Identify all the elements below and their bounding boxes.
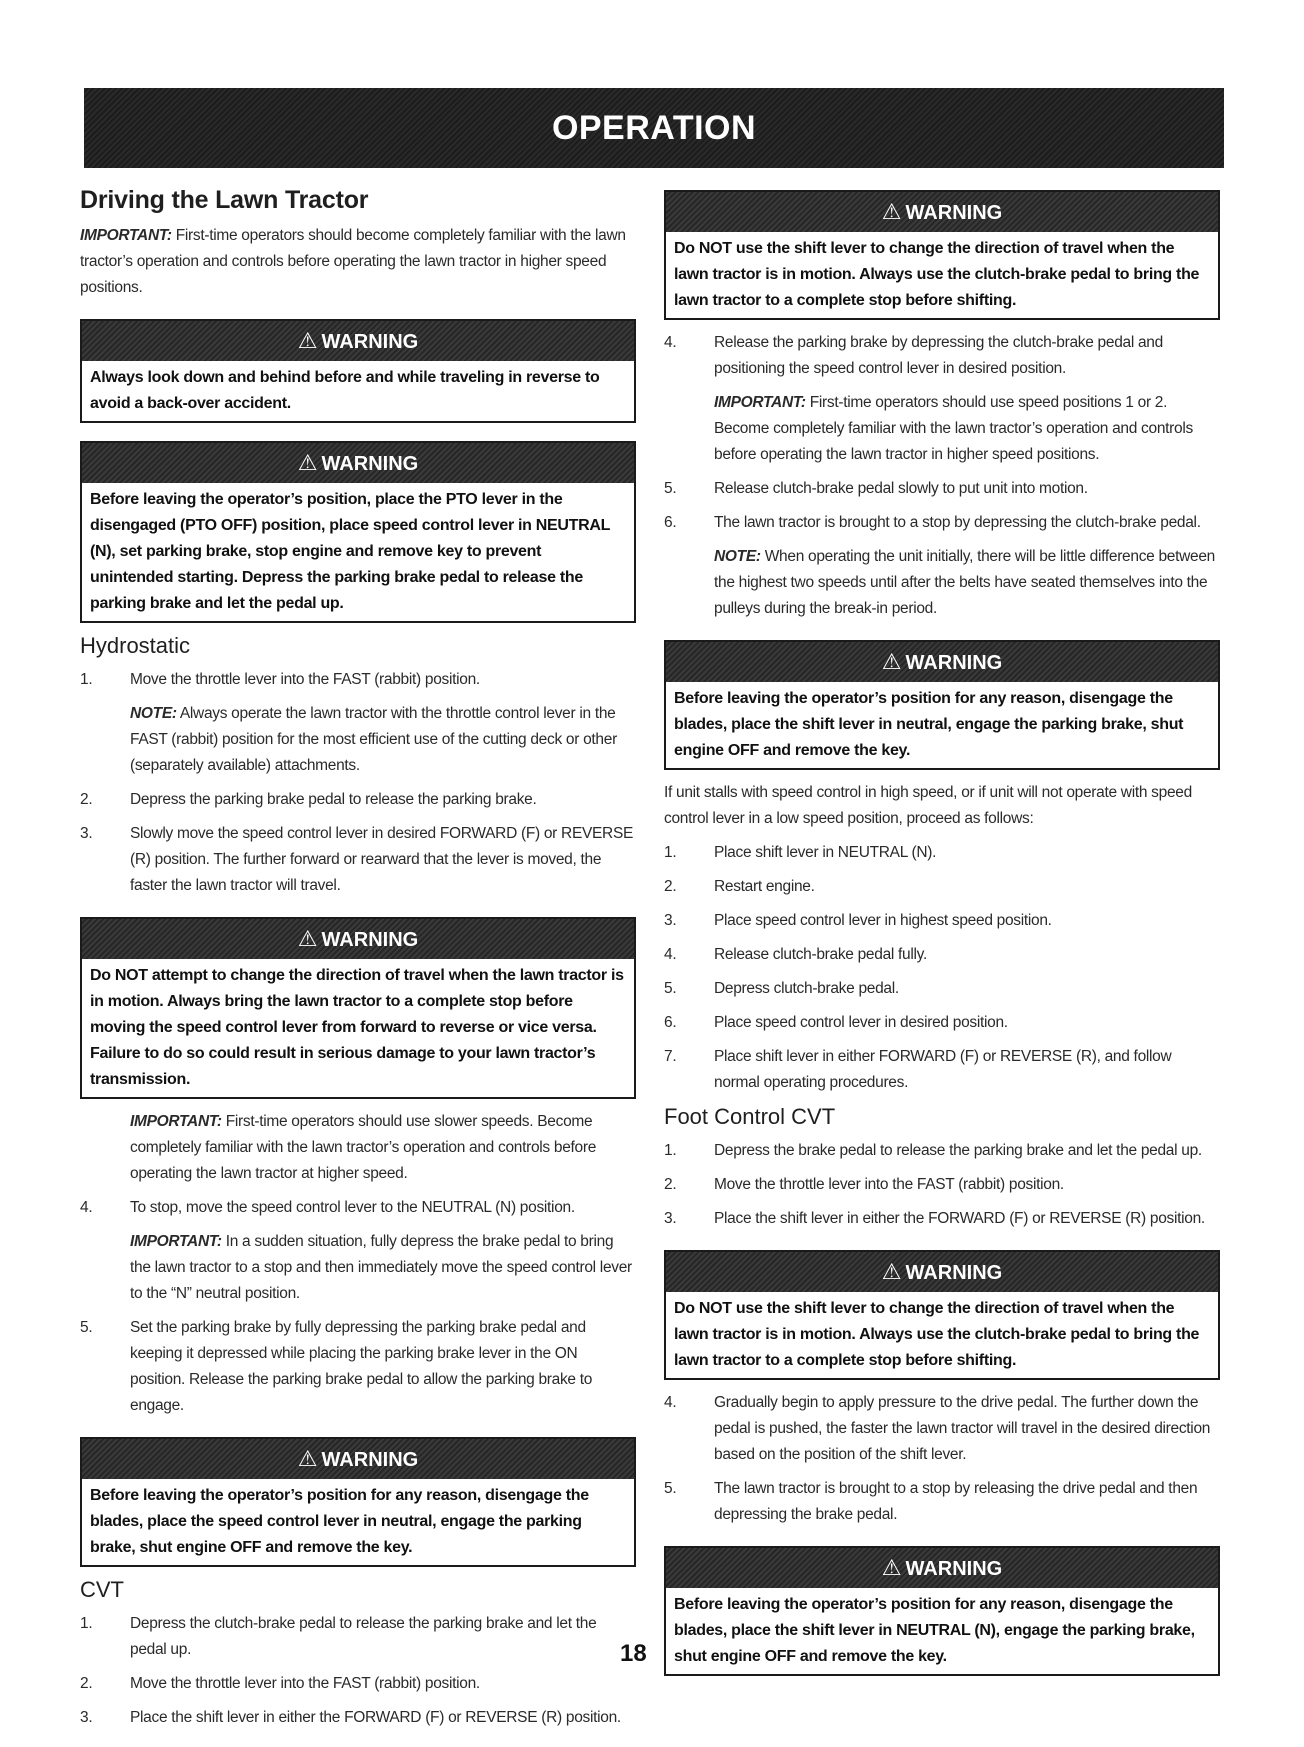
warning-header — [666, 1548, 1218, 1588]
step-number: 2. — [80, 1675, 93, 1692]
step-text: To stop, move the speed control lever to the NEUTRAL (N) position. — [130, 1199, 575, 1216]
warning-box — [80, 319, 636, 423]
step-number: 4. — [664, 946, 677, 963]
list-item — [80, 787, 636, 813]
step-number: 4. — [80, 1199, 93, 1216]
step-number: 5. — [664, 1480, 677, 1497]
step-note — [714, 544, 1220, 622]
note-label: NOTE: — [130, 705, 177, 722]
cvt-steps — [80, 1611, 636, 1731]
warning-triangle-icon: ⚠ — [881, 199, 902, 224]
list-item — [80, 1315, 636, 1419]
note-label: IMPORTANT: — [714, 394, 806, 411]
step-text: The lawn tractor is brought to a stop by releasing the drive pedal and then depressing the brake pedal. — [714, 1480, 1198, 1523]
step-note — [130, 1229, 636, 1307]
note-text: When operating the unit initially, there will be little difference between the highest two speeds until after the belts have seated themselves into the pulleys during the break-in period. — [714, 548, 1215, 617]
list-item — [664, 510, 1220, 622]
step-number: 2. — [664, 1176, 677, 1193]
step-text: Place the shift lever in either the FORWARD (F) or REVERSE (R) position. — [714, 1210, 1205, 1227]
stall-paragraph: If unit stalls with speed control in high speed, or if unit will not operate with speed control lever in a low speed position, proceed as follows: — [664, 784, 1192, 827]
step-text: Slowly move the speed control lever in desired FORWARD (F) or REVERSE (R) position. The further forward or rearward that the lever is moved, the faster the lawn tractor will travel. — [130, 825, 634, 894]
warning-header — [666, 192, 1218, 232]
subsection-title-foot-control: Foot Control CVT — [664, 1104, 836, 1129]
list-item — [664, 840, 1220, 866]
note-label: NOTE: — [714, 548, 761, 565]
note-text: In a sudden situation, fully depress the brake pedal to bring the lawn tractor to a stop and then immediately move the speed control lever to the “N” neutral position. — [130, 1233, 632, 1302]
step-text: Release the parking brake by depressing the clutch-brake pedal and positioning the speed control lever in desired position. — [714, 334, 1163, 377]
warning-text: Before leaving the operator’s position for any reason, disengage the blades, place the shift lever in neutral, engage the parking brake, shut engine OFF and remove the key. — [674, 690, 1184, 759]
step-text: Place the shift lever in either the FORWARD (F) or REVERSE (R) position. — [130, 1709, 621, 1726]
intro-text: First-time operators should become completely familiar with the lawn tractor’s operation and controls before operating the lawn tractor in higher speed positions. — [80, 227, 626, 296]
warning-triangle-icon: ⚠ — [881, 649, 902, 674]
intro-paragraph — [80, 223, 636, 301]
list-item — [664, 1044, 1220, 1096]
warning-triangle-icon: ⚠ — [297, 926, 318, 951]
step-number: 6. — [664, 1014, 677, 1031]
step-text: The lawn tractor is brought to a stop by depressing the clutch-brake pedal. — [714, 514, 1201, 531]
step-number: 3. — [80, 1709, 93, 1726]
step-text: Release clutch-brake pedal fully. — [714, 946, 927, 963]
step-number: 5. — [664, 480, 677, 497]
step-text: Move the throttle lever into the FAST (rabbit) position. — [130, 671, 480, 688]
list-item — [664, 1010, 1220, 1036]
note-text: Always operate the lawn tractor with the throttle control lever in the FAST (rabbit) position for the most efficient use of the cutting deck or other (separately available) attachments. — [130, 705, 617, 774]
warning-box — [664, 190, 1220, 320]
warning-header — [82, 1439, 634, 1479]
warning-box — [80, 917, 636, 1099]
subsection-title-cvt: CVT — [80, 1577, 124, 1602]
warning-header — [82, 919, 634, 959]
warning-label: WARNING — [321, 331, 419, 353]
step-text: Move the throttle lever into the FAST (rabbit) position. — [714, 1176, 1064, 1193]
left-column — [80, 186, 636, 1739]
warning-label: WARNING — [905, 1262, 1003, 1284]
list-item — [664, 1172, 1220, 1198]
foot-control-steps — [664, 1138, 1220, 1232]
warning-text: Do NOT use the shift lever to change the direction of travel when the lawn tractor is in motion. Always use the clutch-brake pedal to bring the lawn tractor to a complete stop before shifting. — [674, 240, 1200, 309]
list-item — [80, 1611, 636, 1663]
list-item — [664, 476, 1220, 502]
list-item — [664, 976, 1220, 1002]
step-text: Place speed control lever in highest speed position. — [714, 912, 1052, 929]
step-text: Depress the clutch-brake pedal to release the parking brake and let the pedal up. — [130, 1615, 597, 1658]
warning-box — [80, 441, 636, 623]
step-text: Depress clutch-brake pedal. — [714, 980, 899, 997]
note-label: IMPORTANT: — [130, 1233, 222, 1250]
step-number: 3. — [664, 912, 677, 929]
warning-triangle-icon: ⚠ — [881, 1555, 902, 1580]
warning-text: Always look down and behind before and while traveling in reverse to avoid a back-over accident. — [90, 369, 600, 412]
step-text: Move the throttle lever into the FAST (rabbit) position. — [130, 1675, 480, 1692]
warning-text: Before leaving the operator’s position, place the PTO lever in the disengaged (PTO OFF) position, place speed control lever in NEUTRAL (N), set parking brake, stop engine and remove key to prevent unintended starting. Depress the parking brake pedal to release the parking brake and let the pedal up. — [90, 491, 610, 612]
warning-header — [666, 1252, 1218, 1292]
warning-text: Do NOT use the shift lever to change the direction of travel when the lawn tractor is in motion. Always use the clutch-brake pedal to bring the lawn tractor to a complete stop before shifting. — [674, 1300, 1200, 1369]
step-note — [130, 701, 636, 779]
list-item — [80, 1705, 636, 1731]
list-item — [80, 1195, 636, 1307]
list-item — [664, 1390, 1220, 1468]
warning-box — [664, 1546, 1220, 1676]
list-item — [664, 1138, 1220, 1164]
step-text: Place shift lever in either FORWARD (F) or REVERSE (R), and follow normal operating procedures. — [714, 1048, 1172, 1091]
list-item — [80, 1671, 636, 1697]
stall-steps — [664, 840, 1220, 1096]
step-number: 2. — [80, 791, 93, 808]
list-item — [664, 1206, 1220, 1232]
warning-label: WARNING — [321, 929, 419, 951]
important-text: First-time operators should use slower speeds. Become completely familiar with the lawn tractor’s operation and controls before operating the lawn tractor at higher speed. — [130, 1113, 597, 1182]
warning-label: WARNING — [321, 453, 419, 475]
list-item — [664, 908, 1220, 934]
list-item — [664, 874, 1220, 900]
warning-header — [82, 443, 634, 483]
list-item — [664, 1476, 1220, 1528]
step-text: Gradually begin to apply pressure to the drive pedal. The further down the pedal is pushed, the faster the lawn tractor will travel in the desired direction based on the position of the shift lever. — [714, 1394, 1211, 1463]
section-title: Driving the Lawn Tractor — [80, 186, 369, 214]
list-item — [664, 330, 1220, 468]
step-number: 1. — [664, 844, 677, 861]
hydrostatic-steps — [80, 667, 636, 899]
warning-text: Do NOT attempt to change the direction of travel when the lawn tractor is in motion. Always bring the lawn tractor to a complete stop before moving the speed control lever from forward to reverse or vice versa. Failure to do so could result in serious damage to your lawn tractor’s transmission. — [90, 967, 624, 1088]
warning-label: WARNING — [905, 202, 1003, 224]
list-item — [664, 942, 1220, 968]
step-text: Depress the parking brake pedal to release the parking brake. — [130, 791, 537, 808]
page-number: 18 — [620, 1640, 647, 1667]
warning-header — [666, 642, 1218, 682]
warning-triangle-icon: ⚠ — [297, 1446, 318, 1471]
step-note — [714, 390, 1220, 468]
warning-label: WARNING — [905, 1558, 1003, 1580]
step-number: 4. — [664, 334, 677, 351]
step-text: Restart engine. — [714, 878, 815, 895]
warning-box — [664, 1250, 1220, 1380]
foot-control-steps-continued — [664, 1390, 1220, 1528]
warning-label: WARNING — [321, 1449, 419, 1471]
step-number: 1. — [80, 671, 93, 688]
step-number: 4. — [664, 1394, 677, 1411]
page-banner: OPERATION — [84, 88, 1224, 168]
important-paragraph — [80, 1109, 636, 1187]
hydrostatic-steps-continued — [80, 1195, 636, 1419]
list-item — [80, 667, 636, 779]
step-number: 5. — [80, 1319, 93, 1336]
warning-text: Before leaving the operator’s position for any reason, disengage the blades, place the shift lever in NEUTRAL (N), engage the parking brake, shut engine OFF and remove the key. — [674, 1596, 1195, 1665]
warning-header — [82, 321, 634, 361]
step-number: 2. — [664, 878, 677, 895]
warning-triangle-icon: ⚠ — [297, 328, 318, 353]
step-number: 1. — [664, 1142, 677, 1159]
warning-label: WARNING — [905, 652, 1003, 674]
step-text: Place shift lever in NEUTRAL (N). — [714, 844, 937, 861]
warning-box — [80, 1437, 636, 1567]
list-item — [80, 821, 636, 899]
note-text: First-time operators should use speed positions 1 or 2. Become completely familiar with the lawn tractor’s operation and controls before operating the lawn tractor in higher speed positions. — [714, 394, 1193, 463]
step-number: 5. — [664, 980, 677, 997]
subsection-title-hydrostatic: Hydrostatic — [80, 633, 191, 658]
warning-text: Before leaving the operator’s position for any reason, disengage the blades, place the speed control lever in neutral, engage the parking brake, shut engine OFF and remove the key. — [90, 1487, 589, 1556]
step-number: 6. — [664, 514, 677, 531]
step-number: 7. — [664, 1048, 677, 1065]
step-number: 3. — [664, 1210, 677, 1227]
step-text: Place speed control lever in desired position. — [714, 1014, 1008, 1031]
warning-triangle-icon: ⚠ — [297, 450, 318, 475]
step-text: Depress the brake pedal to release the parking brake and let the pedal up. — [714, 1142, 1202, 1159]
step-number: 1. — [80, 1615, 93, 1632]
important-label: IMPORTANT: — [80, 227, 172, 244]
right-column — [664, 190, 1220, 1686]
step-text: Set the parking brake by fully depressing the parking brake pedal and keeping it depressed while placing the parking brake lever in the ON position. Release the parking brake pedal to allow the parking brake to engage. — [130, 1319, 593, 1414]
step-number: 3. — [80, 825, 93, 842]
cvt-steps-continued — [664, 330, 1220, 622]
warning-box — [664, 640, 1220, 770]
step-text: Release clutch-brake pedal slowly to put unit into motion. — [714, 480, 1088, 497]
warning-triangle-icon: ⚠ — [881, 1259, 902, 1284]
important-label: IMPORTANT: — [130, 1113, 222, 1130]
